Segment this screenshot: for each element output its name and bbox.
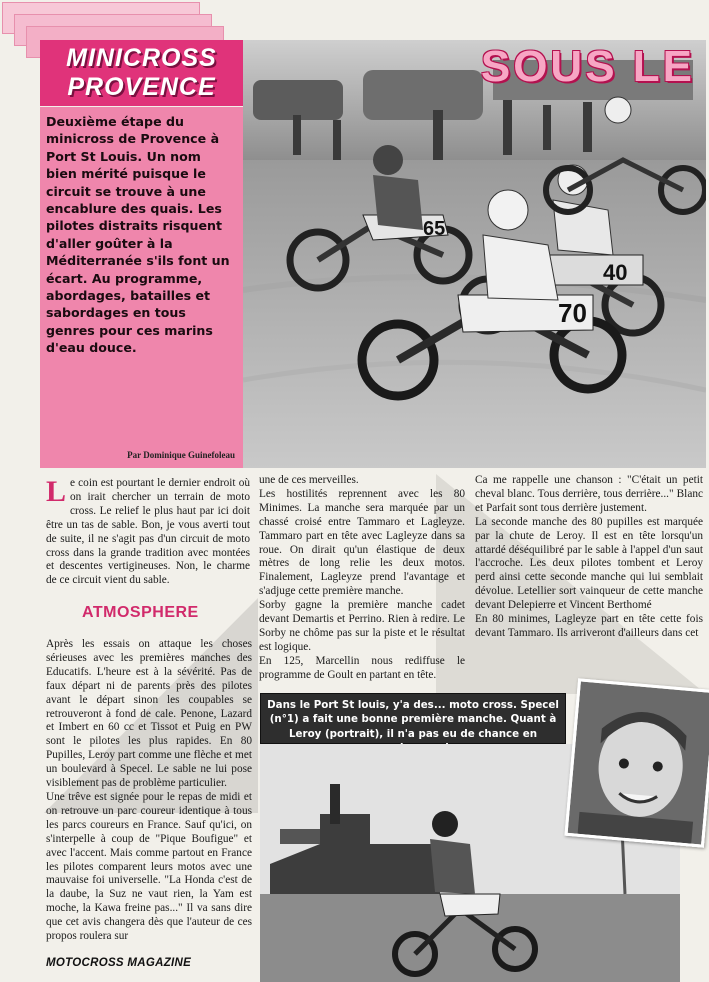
paragraph: La seconde manche des 80 pupilles est marquée par la chute de Leroy. Il est en tête lorsqu'un attardé déséquilibré par le sable à l'appel d'un saut l'accroche. Les deux pilotes tombent et Leroy perd ainsi cette seconde manche qui lui semblait dévolue. Letellier sort vainqueur de cette manche devant Delepierre et Vincent Berthomé [475,515,703,612]
paragraph: Une trêve est signée pour le repas de midi et on retrouve un parc coureur identique à tous les parcs coureurs en France. Sauf qu'ici, on s'interpelle à coup de "Pique Boufigue" et avec l'accent. Mais comme partout en France les pilotes comparent leurs motos avec une mauvaise foi universelle. "La Honda c'est de la daube, la Suz ne vaut rien, la Yam est moche, la Kawa freine pas..." Il va sans dire que cet avis changera dès que l'auteur de ces propos roulera sur [46,790,252,943]
motocross-photo-graphic [243,40,706,468]
photo-caption [260,693,566,744]
magazine-footer: MOTOCROSS MAGAZINE [46,957,192,969]
subheading: ATMOSPHERE [82,604,199,621]
bike-number: 40 [603,260,628,285]
drop-cap: L [46,475,67,508]
caption-text: Dans le Port St louis, y'a des... moto cross. Specel (n°1) a fait une bonne première manche. Quant à Leroy (portrait), il n'a pas eu de chance en [267,699,559,740]
intro-box [40,107,243,468]
article-column-3 [475,474,703,641]
main-photo [243,40,706,468]
headline-fragment: SOUS LE [480,42,695,91]
paragraph: Après les essais on attaque les choses sérieuses avec les premières manches des Educatifs. L'heure est à la sévérité. Pas de faux départ ni de parents près des pilotes avant le départ sinon les coupables se retrouveront à fond de cale. Penone, Lazard et Imbert en 60 cc et Tissot et Puig en PW sont le pilotes les plus rapides. En 80 Pupilles, Leroy part comme une flèche et met un boulevard à Specel. Le sable ne lui pose visiblement pas de problème particulier. [46,638,252,790]
boy-portrait-graphic [568,681,709,844]
bike-number: 70 [558,298,587,328]
article-column-1 [46,477,250,588]
paragraph: En 80 minimes, Lagleyze part en tête cette fois devant Tammaro. Ils arriveront d'ailleurs dans cet [475,613,703,639]
bike-number: 65 [423,218,446,240]
paragraph: Ca me rappelle une chanson : "C'était un petit cheval blanc. Tous derrière, tous derrière..." Blanc et Parfait sont tous derrière justement. [475,474,703,514]
intro-text: Deuxième étape du minicross de Provence à Port St Louis. Un nom bien mérité puisque le circuit se trouve à une encablure des quais. Les pilotes distraits risquent d'aller goûter à la Méditerranée s'ils font un écart. Au programme, abordages, batailles et sabordages en tous genres pour ces marins d'eau douce. [46,114,230,356]
section-title-box [40,40,243,106]
paragraph: une de ces merveilles. [259,474,359,486]
paragraph: Les hostilités reprennent avec les 80 Minimes. La manche sera marquée par un chassé croisé entre Tammaro et Lagleyze. Tammaro part en tête avec Lagleyze dans sa roue. On dirait qu'un élastique de deux mètres de long relie les deux motos. Finalement, Lagleyze prend l'avantage et s'adjuge cette première manche. [259,487,465,598]
article-column-1-continued [46,638,252,944]
byline: Par Dominique Guinefoleau [127,450,235,460]
paragraph: e coin est pourtant le dernier endroit où on irait chercher un terrain de moto cross. Le relief le plus haut par ici doit être un tas de sable. Bon, je vous averti tout de suite, il ne s'agit pas d'un circuit de moto cross dans la grande tradition avec montées et descentes vertigineuses. Non, le charme de ce circuit vient du sable. [46,477,250,587]
article-column-2 [259,474,465,683]
paragraph: En 125, Marcellin nous rediffuse le programme de Goult en partant en tête. [259,654,465,681]
title-line-1: MINICROSS [66,44,217,72]
paragraph: Sorby gagne la première manche cadet devant Demartis et Perrino. Rien à redire. Le Sorby ne chôme pas sur la piste et le résultat est logique. [259,599,465,653]
title-line-2: PROVENCE [67,73,216,101]
portrait-photo [564,678,709,848]
